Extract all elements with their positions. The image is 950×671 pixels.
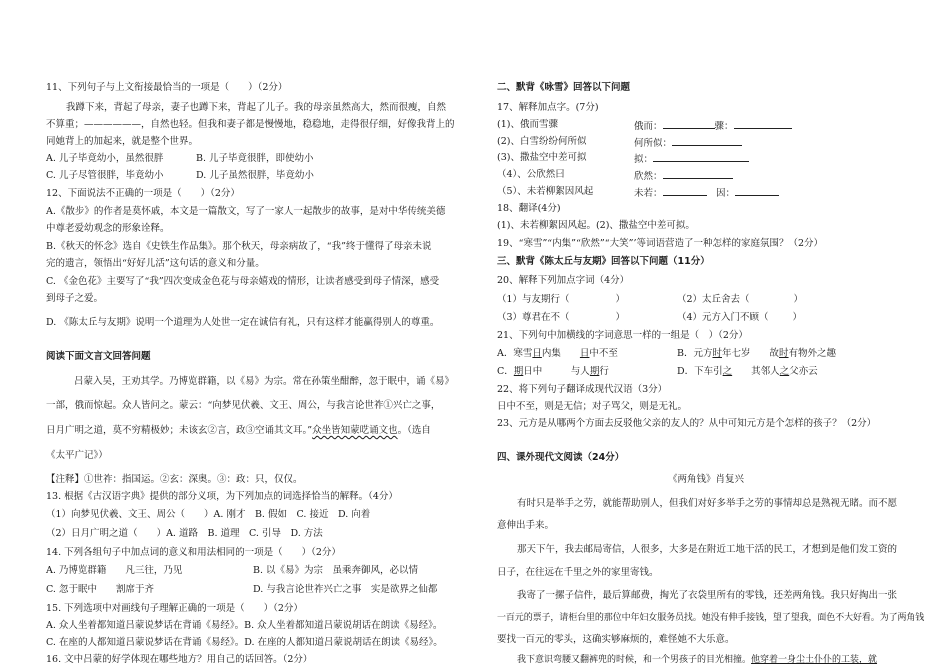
underlined-sentence: 他穿着一身尘土仆仆的工装，就 bbox=[751, 655, 878, 665]
underlined-word: 之 bbox=[722, 366, 733, 377]
q13-item-1-prefix: （1）向 bbox=[46, 509, 81, 520]
essay-line: 我寄了一摞子信件，最后算邮费，掏光了衣袋里所有的零钱，还差两角钱。我只好掏出一张 bbox=[517, 590, 898, 601]
q17-row-1 bbox=[497, 119, 558, 131]
reading-text: 日月广明之道，莫不穷精极妙；未该玄②言，政③空诵其文耳。” bbox=[46, 425, 313, 436]
essay-line: 日子，在往远在千里之外的家里寄钱。 bbox=[497, 567, 659, 578]
answer-blank[interactable] bbox=[672, 136, 742, 146]
q13-item-1 bbox=[46, 509, 370, 521]
option-text: 行 bbox=[599, 366, 609, 377]
section4-heading: 四、课外现代文阅读（24分） bbox=[497, 452, 625, 463]
q20-row-1 bbox=[497, 294, 625, 306]
option-text: C． bbox=[497, 366, 514, 377]
q17-row-5: （5）、未若柳絮因风起 bbox=[497, 186, 594, 197]
q20-item: （3）尊君在不（ bbox=[497, 312, 570, 323]
q12-option-b-cont: 完的遗言，领悟出“好好儿活”这句话的意义和分量。 bbox=[46, 258, 265, 269]
q17-row-2: (2)、白雪纷纷何所似 bbox=[497, 136, 587, 147]
q17-row-1-answers bbox=[634, 119, 792, 133]
q21-question: 21、下列句中加横线的字词意思一样的一组是（ ）（2分） bbox=[497, 330, 748, 341]
q11-question: 11、下列句子与上文衔接最恰当的一项是（ ）（2分） bbox=[46, 82, 288, 93]
q12-question: 12、下面说法不正确的一项是（ ）（2分） bbox=[46, 188, 240, 199]
q17-row-3: (3)、撒盐空中差可拟 bbox=[497, 152, 587, 163]
essay-line: 那天下午，我去邮局寄信，人很多，大多是在附近工地干活的民工，才想到是他们发工资的 bbox=[517, 544, 898, 555]
answer-blank[interactable] bbox=[653, 152, 749, 162]
q18-items: (1)、未若柳絮因风起。(2)、撒盐空中差可拟。 bbox=[497, 220, 695, 231]
q20-row-1b bbox=[677, 294, 803, 306]
q11-option-d: D. 儿子虽然很胖，毕竟幼小 bbox=[196, 170, 314, 181]
q12-option-a: A.《散步》的作者是莫怀戚，本文是一篇散文，写了一家人一起散步的故事，是对中华传统美德 bbox=[46, 206, 446, 217]
q12-option-d: D. 《陈太丘与友期》说明一个道理为人处世一定在诚信有礼，只有这样才能赢得别人的尊重。 bbox=[46, 317, 440, 328]
q13-item-1-options: 梦见伏羲、文王、周公（ ）A. 刚才 B. 假如 C. 接近 D. 向着 bbox=[80, 509, 371, 520]
underlined-word: 日 bbox=[532, 348, 542, 359]
q11-option-a: A. 儿子毕竟幼小，虽然很胖 bbox=[46, 153, 164, 164]
underlined-word: 之 bbox=[779, 366, 790, 377]
q19-question: 19、“寒雪”“内集”“欣然”“大笑”’等词语营造了一种怎样的家庭氛围？（2分） bbox=[497, 238, 824, 249]
q20-row-2b bbox=[677, 312, 802, 324]
q17-row-4: （4）、公欣然曰 bbox=[497, 169, 565, 180]
q17-row-2-answers bbox=[634, 136, 742, 150]
q15-options-ab: A. 众人坐着都知道吕蒙说梦话在背诵《易经》。B. 众人坐着都知道吕蒙说胡话在朗读《易经》。 bbox=[46, 620, 443, 631]
q23-question: 23、元方是从哪两个方面去反驳他父亲的友人的？从中可知元方是个怎样的孩子？（2分） bbox=[497, 418, 877, 429]
q20-question: 20、解释下列加点字词（4分） bbox=[497, 275, 630, 286]
option-text: A．寒雪 bbox=[497, 348, 533, 359]
answer-blank[interactable] bbox=[663, 169, 733, 179]
q20-item: （4）元方入门不顾（ bbox=[677, 312, 769, 323]
option-text: 中不至 bbox=[589, 348, 618, 359]
answer-blank[interactable] bbox=[735, 186, 779, 196]
reading-passage-line: 一部，俄而惊起。众人皆问之。蒙云：“向梦见伏羲、文王、周公，与我言论世祚①兴亡之事， bbox=[46, 400, 441, 411]
q21-option-c bbox=[497, 366, 609, 378]
q13-item-2-word: 道 bbox=[118, 528, 129, 539]
option-text: 年七岁 故 bbox=[722, 348, 780, 359]
q12-option-b: B.《秋天的怀念》选自《史铁生作品集》。那个秋天，母亲病故了，“我”终于懂得了母亲未说 bbox=[46, 241, 432, 252]
q12-option-c: C. 《金色花》主要写了“我”四次变成金色花与母亲嬉戏的情形，让读者感受到母子情深，感受 bbox=[46, 276, 440, 287]
q20-item: （1）与友期行（ bbox=[497, 294, 570, 305]
q13-question: 13. 根据《古汉语字典》提供的部分义项，为下列加点的词选择恰当的解释。（4分） bbox=[46, 491, 398, 502]
essay-line: 意伸出手来。 bbox=[497, 520, 555, 531]
option-text: 内集 bbox=[541, 348, 580, 359]
q11-passage-line: 我蹲下来，背起了母亲，妻子也蹲下来，背起了儿子。我的母亲虽然高大，然而很瘦，自然 bbox=[66, 102, 447, 113]
q17-term: 因： bbox=[716, 188, 736, 199]
q14-option-d: D. 与我言论世祚兴亡之事 实是欲界之仙都 bbox=[253, 584, 438, 595]
q16-question: 16. 文中吕蒙的好学体现在哪些地方？用自己的话回答。（2分） bbox=[46, 654, 313, 665]
reading-passage-line bbox=[46, 425, 431, 437]
q12-option-c-cont: 到母子之爱。 bbox=[46, 293, 104, 304]
q11-passage-line: 同她背上的加起来，就是整个世界。 bbox=[46, 136, 199, 147]
answer-blank[interactable] bbox=[734, 119, 792, 129]
option-text: 其邻人 bbox=[732, 366, 780, 377]
section3-heading: 三、默背《陈太丘与友期》回答以下问题（11分） bbox=[497, 256, 710, 267]
underlined-word: 时 bbox=[712, 348, 722, 359]
option-text: 有物外之趣 bbox=[788, 348, 837, 359]
q21-option-a bbox=[497, 348, 618, 360]
q14-option-a: A. 乃博览群籍 凡三往，乃见 bbox=[46, 565, 183, 576]
underlined-word: 期 bbox=[513, 366, 524, 377]
q17-term: 欣然： bbox=[634, 171, 663, 182]
q17-row-5-answers bbox=[634, 186, 779, 200]
section2-heading: 二、默背《咏雪》回答以下问题 bbox=[497, 82, 631, 93]
q20-item-close: ） bbox=[792, 312, 803, 323]
reading-notes: 【注释】①世祚：指国运。②玄：深奥。③：政：只，仅仅。 bbox=[46, 474, 303, 485]
q21-option-d bbox=[677, 366, 818, 378]
q11-passage-line: 不算重；——————，自然也轻。但我和妻子都是慢慢地，稳稳地，走得很仔细，好像我背上的 bbox=[46, 119, 455, 130]
q13-item-2-prefix: （2）日月广明之 bbox=[46, 528, 119, 539]
underlined-word: 日 bbox=[579, 348, 590, 359]
q22-question: 22、将下列句子翻译成现代汉语（3分） bbox=[497, 384, 668, 395]
q20-item: （2）太丘舍去（ bbox=[677, 294, 750, 305]
q15-question: 15. 下列选项中对画线句子理解正确的一项是（ ）（2分） bbox=[46, 603, 303, 614]
q18-question: 18、翻译(4分) bbox=[497, 203, 561, 214]
q13-item-2-options: （ ）A. 道路 B. 道理 C. 引导 D. 方法 bbox=[128, 528, 323, 539]
q14-option-b: B. 以《易》为宗 虽乘奔御风，必以情 bbox=[253, 565, 419, 576]
q17-term: 拟： bbox=[634, 154, 654, 165]
essay-line: 有时只是举手之劳，就能帮助别人，但我们对好多举手之劳的事情却总是熟视无睹。而不愿 bbox=[517, 498, 898, 509]
q11-option-b: B. 儿子毕竟很胖，即使幼小 bbox=[196, 153, 314, 164]
option-text: 日中 与人 bbox=[523, 366, 590, 377]
q14-option-c: C. 忽于眠中 割席于齐 bbox=[46, 584, 154, 595]
q22-sentence: 日中不至，则是无信；对子骂父，则是无礼。 bbox=[497, 401, 688, 412]
essay-line: 一百元的票子，请柜台里的那位中年妇女服务员找。她没有伸手接钱，望了望我，面色不大好看。为了两角钱 bbox=[497, 613, 925, 623]
q11-option-c: C. 儿子尽管很胖，毕竟幼小 bbox=[46, 170, 164, 181]
option-text: B．元方 bbox=[677, 348, 713, 359]
option-text: 父亦云 bbox=[789, 366, 818, 377]
q17-term: 俄而： bbox=[634, 121, 663, 132]
q12-option-a-cont: 中尊老爱幼观念的形象诠释。 bbox=[46, 223, 170, 234]
essay-title: 《两角钱》肖复兴 bbox=[667, 474, 744, 485]
q17-row-3-answers bbox=[634, 152, 749, 166]
q17-term: 未若： bbox=[634, 188, 663, 199]
q20-item-close: ） bbox=[615, 312, 626, 323]
underlined-word: 时 bbox=[779, 348, 789, 359]
q17-row-4-answers bbox=[634, 169, 733, 183]
answer-blank[interactable] bbox=[663, 119, 715, 129]
q20-row-2 bbox=[497, 312, 625, 324]
underlined-sentence: 众坐皆知蒙呓诵文也 bbox=[312, 425, 398, 436]
q20-item-close: ） bbox=[793, 294, 804, 305]
essay-line bbox=[517, 655, 877, 666]
q13-item-2 bbox=[46, 528, 323, 540]
q15-options-cd: C. 在座的人都知道吕蒙说梦话在背诵《易经》。D. 在座的人都知道吕蒙说胡话在朗读《易经》。 bbox=[46, 637, 443, 648]
q17-term: 骤： bbox=[714, 121, 734, 132]
q17-term: 何所似： bbox=[634, 138, 673, 149]
q17-phrase: (1)、俄而雪骤 bbox=[497, 119, 558, 130]
essay-text: 我下意识弯腰又翻裤兜的时候，和一个男孩子的目光相撞。 bbox=[517, 655, 752, 665]
reading-heading: 阅读下面文言文回答问题 bbox=[46, 351, 151, 362]
q14-question: 14. 下列各组句子中加点词的意义和用法相同的一项是（ ）（2分） bbox=[46, 547, 341, 558]
reading-source: 《太平广记》） bbox=[46, 450, 108, 461]
reading-text: 。（选自 bbox=[397, 425, 431, 436]
q21-option-b bbox=[677, 348, 836, 360]
answer-blank[interactable] bbox=[663, 186, 707, 196]
underlined-word: 期 bbox=[589, 366, 600, 377]
q20-item-close: ） bbox=[615, 294, 626, 305]
reading-passage-line: 吕蒙入吴，王劝其学。乃博览群籍，以《易》为宗。常在孙策坐酣醉，忽于眠中，诵《易》 bbox=[74, 376, 455, 387]
option-text: D．下车引 bbox=[677, 366, 723, 377]
essay-line: 要找一百元的零头，这确实够麻烦的，难怪她不大乐意。 bbox=[497, 634, 735, 645]
q17-question: 17、解释加点字。(7分) bbox=[497, 102, 599, 113]
